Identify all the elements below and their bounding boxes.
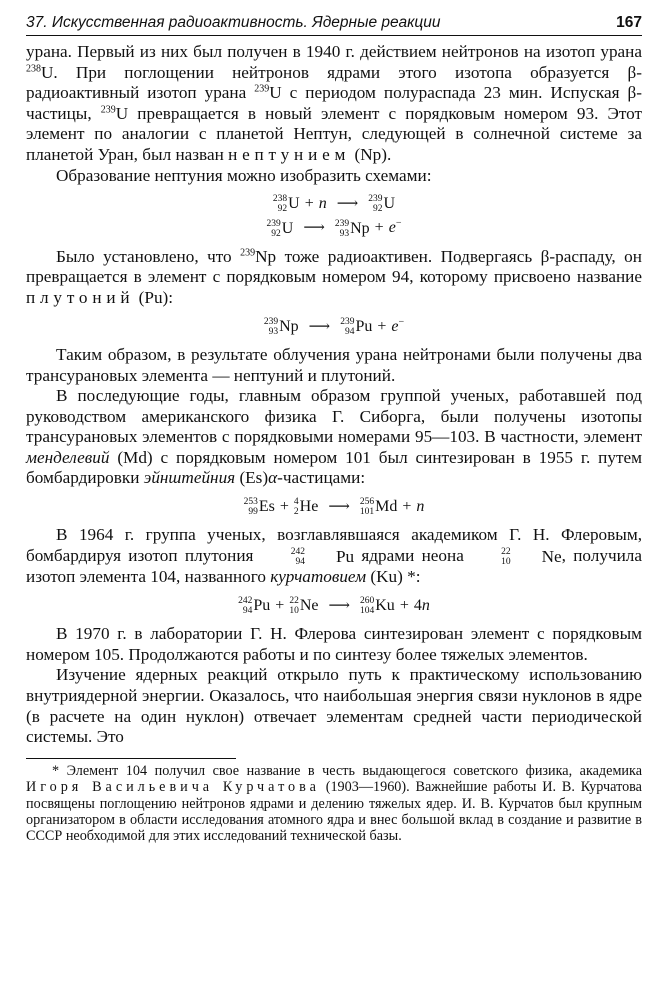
atomic-number: 10 xyxy=(501,557,511,568)
mass-number: 239 xyxy=(334,218,350,229)
nuclide xyxy=(340,315,372,339)
equations-neptunium xyxy=(26,192,642,241)
mass-number: 242 xyxy=(238,596,253,607)
paragraph-summary: Таким образом, в результате облучения урана нейтронами были получены два трансурановых элемента — нептуний и плутоний. xyxy=(26,344,642,385)
element-name-spaced: нептунием xyxy=(228,144,351,164)
mass-number: 239 xyxy=(340,316,355,327)
mass-number: 239 xyxy=(266,218,281,229)
paragraph-neptunium xyxy=(26,42,642,166)
element-name-italic: менделевий xyxy=(26,447,110,467)
element-symbol: U xyxy=(383,195,396,213)
mass-number: 242 xyxy=(290,547,305,558)
neutron-symbol: n xyxy=(421,596,430,614)
nuclide xyxy=(335,217,370,241)
atomic-number: 93 xyxy=(339,228,350,239)
plus-sign: + xyxy=(402,498,412,516)
atomic-number: 104 xyxy=(360,606,375,617)
nuclide xyxy=(244,495,275,519)
text: (Es) xyxy=(235,468,269,488)
element-name-italic: курчатовием xyxy=(270,567,367,587)
coefficient: 4 xyxy=(413,596,422,614)
plus-sign: + xyxy=(374,219,384,237)
arrow-icon: ⟶ xyxy=(336,196,359,213)
mass-number: 253 xyxy=(243,497,258,508)
text: урана. Первый из них был получен в 1940 г. действием нейтронов на изотоп урана xyxy=(26,42,642,61)
atomic-number: 99 xyxy=(248,507,258,518)
nuclide xyxy=(264,315,299,339)
element-symbol: U xyxy=(288,195,300,213)
arrow-icon: ⟶ xyxy=(303,220,325,237)
element-symbol: Np xyxy=(350,219,370,237)
mass-number: 239 xyxy=(263,316,279,327)
nuclide xyxy=(261,547,354,568)
text: Np тоже радиоактивен. Подвергаясь β-распаду, он превращается в элемент с порядковым номером 94, которому присвоено название xyxy=(26,246,642,287)
text: (1903—1960). Важнейшие работы И. В. Курчатова посвящены поглощению нейтронов ядрами и делению тяжелых ядер. И. В. Курчатов был крупным организатором в области исследования атомного ядра и внес большой вклад в создание и развитие в СССР необходимой для этих исследований технической базы. xyxy=(26,779,642,845)
nuclide xyxy=(368,192,395,216)
main-text xyxy=(26,42,642,748)
element-symbol: Ku xyxy=(375,597,395,615)
element-name-spaced: плутоний xyxy=(26,288,135,307)
atomic-number: 92 xyxy=(373,204,383,215)
nuclide xyxy=(471,547,562,568)
text: (Np). xyxy=(350,144,392,164)
mass-number: 239 xyxy=(254,83,270,95)
element-symbol: Ne xyxy=(299,597,319,615)
text: (Ku) *: xyxy=(366,567,421,587)
nuclide xyxy=(267,217,294,241)
mass-number: 4 xyxy=(293,497,299,508)
mass-number: 256 xyxy=(359,497,375,508)
neutron-symbol: n xyxy=(318,195,327,213)
mass-number: 239 xyxy=(368,194,383,205)
paragraph-nuclear-energy: Изучение ядерных реакций открыло путь к практическому использованию внутриядерной энергии. Оказалось, что наибольшая энергия связи нуклонов в ядре (в расчете на один нуклон) отвечает элементам средней части периодической системы. Это xyxy=(26,665,642,747)
atomic-number: 94 xyxy=(295,557,305,568)
nuclide xyxy=(360,495,397,519)
text: (Md) с порядковым номером 101 был синтезирован в 1955 г. путем бомбардировки xyxy=(26,447,642,488)
text: U с периодом полураспада 23 мин. Испуская β-частицы, xyxy=(26,83,642,123)
mass-number: 238 xyxy=(272,194,288,205)
atomic-number: 101 xyxy=(359,507,375,518)
element-symbol: Np xyxy=(279,317,299,335)
element-symbol: Ne xyxy=(541,546,562,566)
atomic-number: 94 xyxy=(344,326,355,337)
element-symbol: Md xyxy=(375,498,398,516)
equation-3 xyxy=(26,315,642,339)
equation-4 xyxy=(26,495,642,519)
neutron-symbol: n xyxy=(416,498,425,516)
paragraph-schemes-intro: Образование нептуния можно изобразить схемами: xyxy=(56,165,432,185)
text: , получила изотоп элемента 104, названного xyxy=(26,546,642,587)
page-number: 167 xyxy=(616,14,642,31)
person-name-spaced: Игоря Васильевича Курчатова xyxy=(26,779,320,796)
footnote-divider xyxy=(26,758,236,759)
atomic-number: 93 xyxy=(268,326,279,337)
charge-sign: − xyxy=(395,218,402,230)
text: (Pu): xyxy=(134,288,174,307)
nuclide xyxy=(294,495,318,519)
text: ядрами неона xyxy=(354,546,472,565)
nuclide xyxy=(289,594,318,618)
text: В последующие годы, главным образом группой ученых, работавшей под руководством американского физика Г. Сиборга, были получены изотопы трансурановых элементов с порядковыми номерами 95—103. В частности, элемент xyxy=(26,386,642,447)
mass-number: 239 xyxy=(240,247,256,259)
mass-number: 22 xyxy=(289,596,299,607)
footnote xyxy=(26,763,642,845)
nuclide xyxy=(360,594,395,618)
mass-number: 238 xyxy=(26,62,41,74)
arrow-icon: ⟶ xyxy=(308,318,331,335)
paragraph-plutonium xyxy=(26,247,642,309)
text: * Элемент 104 получил свое название в честь выдающегося советского физика, академика xyxy=(52,762,642,779)
paragraph-element-105: В 1970 г. в лаборатории Г. Н. Флерова синтезирован элемент с порядковым номером 105. Продолжаются работы и по синтезу более тяжелых элементов. xyxy=(26,624,642,664)
equation-2 xyxy=(26,216,642,240)
atomic-number: 92 xyxy=(271,228,281,239)
element-symbol: Es xyxy=(258,498,275,516)
equation-1 xyxy=(26,192,642,216)
element-symbol: Pu xyxy=(355,317,373,335)
nuclide xyxy=(273,192,300,216)
plus-sign: + xyxy=(304,195,314,213)
text: -частицами: xyxy=(277,468,366,488)
element-name-italic: эйнштейния xyxy=(143,468,236,488)
plus-sign: + xyxy=(275,596,285,614)
paragraph-seaborg xyxy=(26,386,642,489)
mass-number: 22 xyxy=(501,547,511,558)
text: В 1964 г. группа ученых, возглавлявшаяся академиком Г. Н. Флеровым, бомбардируя изотоп плутония xyxy=(26,525,642,565)
element-symbol: Pu xyxy=(253,597,271,615)
equation-5 xyxy=(26,594,642,618)
atomic-number: 2 xyxy=(293,507,299,518)
electron-symbol: e xyxy=(388,219,396,237)
electron-symbol: e xyxy=(391,317,399,335)
text: Было установлено, что xyxy=(56,246,241,266)
plus-sign: + xyxy=(279,498,289,516)
arrow-icon: ⟶ xyxy=(328,597,350,614)
mass-number: 239 xyxy=(100,104,116,116)
element-symbol: He xyxy=(299,498,319,516)
element-symbol: Pu xyxy=(335,546,355,566)
plus-sign: + xyxy=(399,596,409,614)
text: U превращается в новый элемент с порядковым номером 93. Этот элемент по аналогии с планетой Нептун, следующей в солнечной системе за планетой Уран, был назван xyxy=(26,103,642,164)
plus-sign: + xyxy=(377,317,387,335)
atomic-number: 10 xyxy=(289,606,299,617)
text: U. При поглощении нейтронов ядрами этого изотопа образуется β-радиоактивный изотоп урана xyxy=(26,62,642,103)
atomic-number: 94 xyxy=(242,606,253,617)
mass-number: 260 xyxy=(360,596,375,607)
arrow-icon: ⟶ xyxy=(328,499,350,516)
section-title: 37. Искусственная радиоактивность. Ядерные реакции xyxy=(26,14,441,31)
atomic-number: 92 xyxy=(277,204,288,215)
nuclide xyxy=(238,594,270,618)
element-symbol: U xyxy=(281,219,294,237)
paragraph-flerov xyxy=(26,525,642,588)
alpha-symbol: α xyxy=(268,468,278,488)
charge-sign: − xyxy=(398,316,405,328)
running-header xyxy=(26,14,642,36)
